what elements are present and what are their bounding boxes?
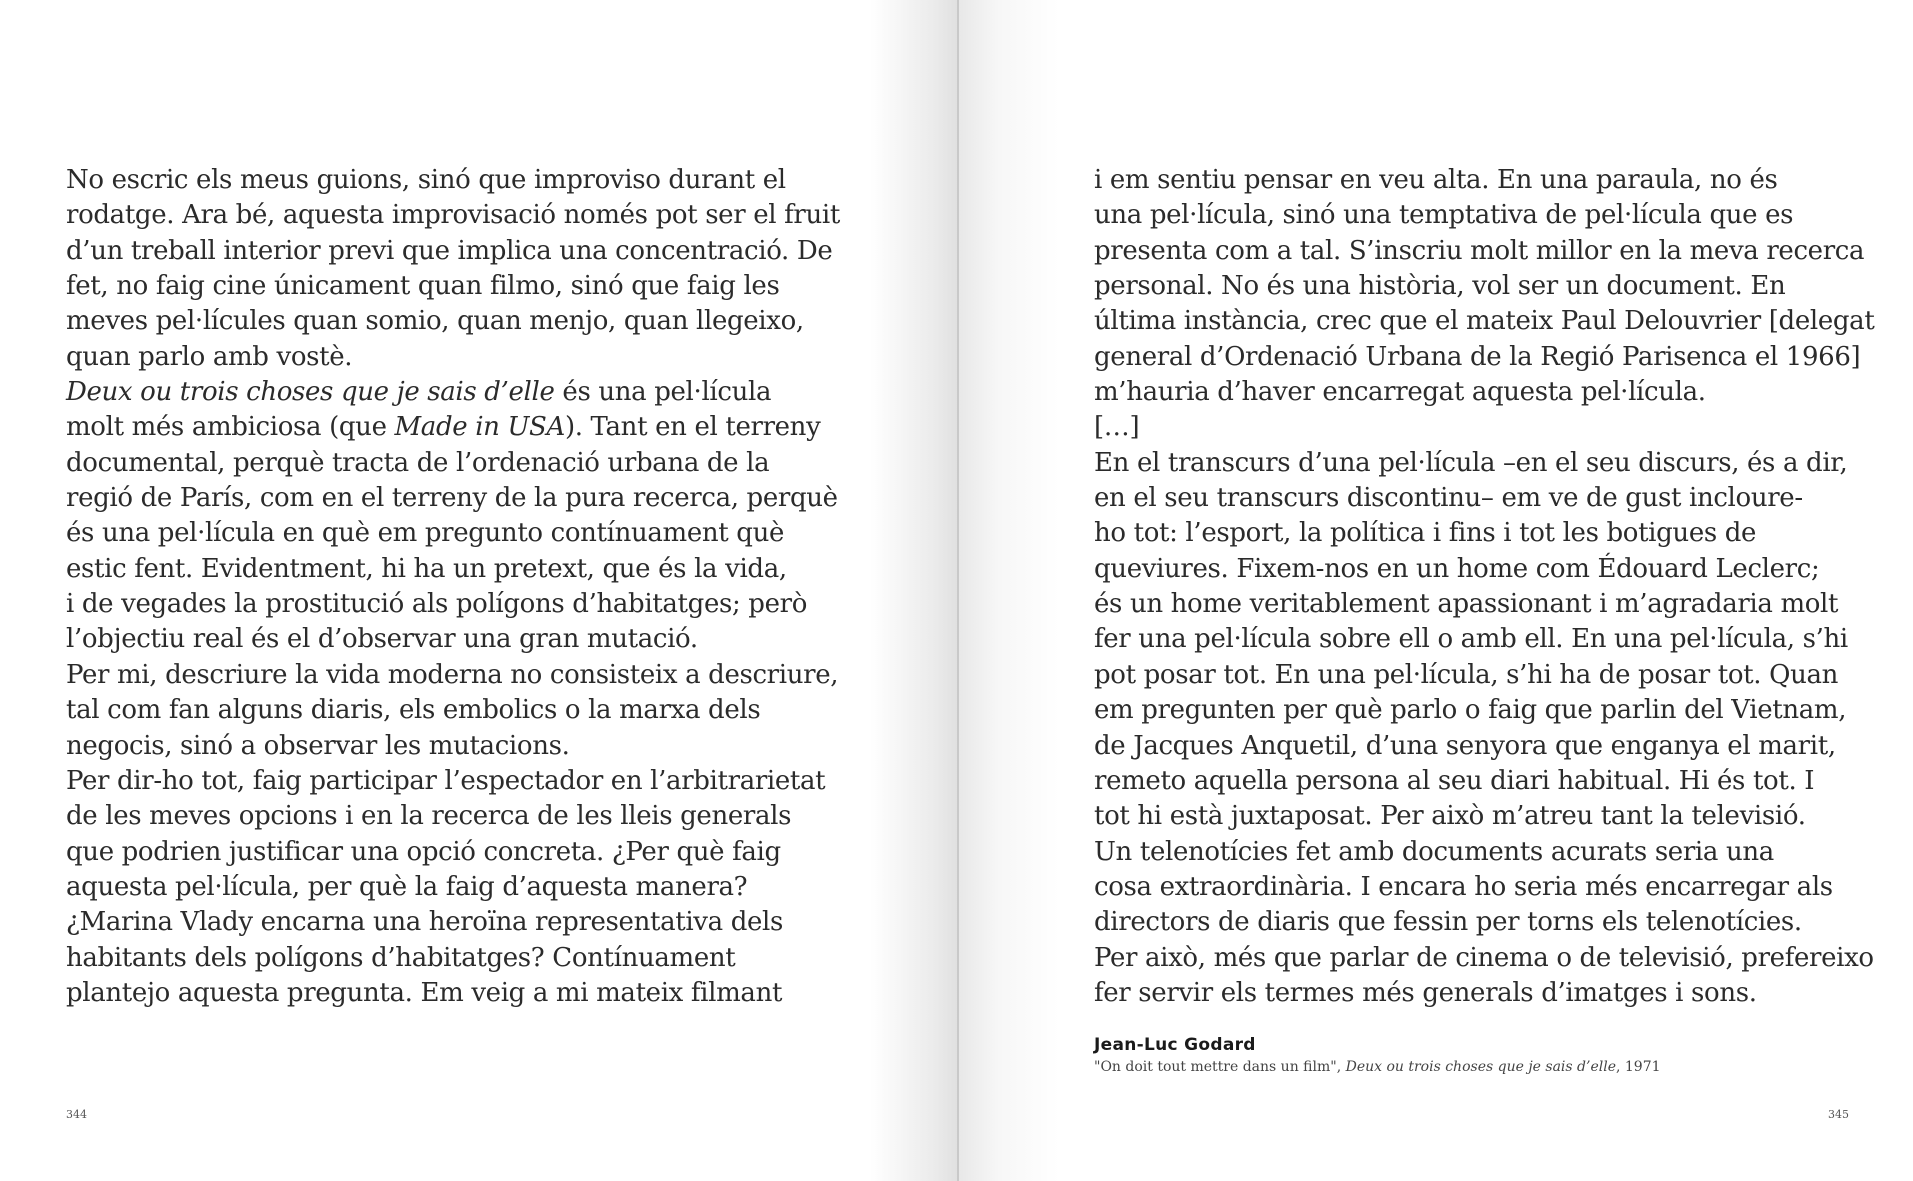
text-line: en el seu transcurs discontinu– em ve de gust incloure- (1094, 483, 1803, 514)
text-line: Deux ou trois choses que je sais d’elle és una pel·lícula (66, 377, 772, 408)
page-number-left: 344 (66, 1108, 87, 1121)
text-line: personal. No és una història, vol ser un document. En (1094, 271, 1786, 302)
text-line: Un telenotícies fet amb documents acurats seria una (1094, 836, 1774, 867)
text-line: […] (1094, 412, 1140, 443)
text-line: Per això, més que parlar de cinema o de televisió, prefereixo (1094, 942, 1874, 973)
text-line: d’un treball interior previ que implica una concentració. De (66, 235, 833, 266)
text-line: m’hauria d’haver encarregat aquesta pel·lícula. (1094, 377, 1706, 408)
text-line: Per mi, descriure la vida moderna no consisteix a descriure, (66, 659, 839, 690)
text-line: i de vegades la prostitució als polígons d’habitatges; però (66, 589, 808, 620)
text-line: tal com fan alguns diaris, els embolics o la marxa dels (66, 695, 761, 726)
text-line: és una pel·lícula en què em pregunto contínuament què (66, 518, 785, 549)
text-line: No escric els meus guions, sinó que improviso durant el (66, 165, 786, 195)
text-line: fer servir els termes més generals d’imatges i sons. (1094, 977, 1757, 1008)
quote-attribution (1094, 1035, 1661, 1075)
text-line: remeto aquella persona al seu diari habitual. Hi és tot. I (1094, 765, 1815, 796)
gutter-shadow-left (870, 0, 958, 1181)
text-line: tot hi està juxtaposat. Per això m’atreu tant la televisió. (1094, 801, 1806, 832)
text-line: ho tot: l’esport, la política i fins i tot les botigues de (1094, 518, 1757, 549)
text-line: queviures. Fixem-nos en un home com Édouard Leclerc; (1094, 553, 1820, 584)
left-page-body (66, 163, 840, 1011)
text-line: ¿Marina Vlady encarna una heroïna representativa dels (66, 907, 783, 938)
text-line: cosa extraordinària. I encara ho seria més encarregar als (1094, 871, 1833, 902)
text-line: directors de diaris que fessin per torns els telenotícies. (1094, 907, 1802, 938)
text-line: quan parlo amb vostè. (66, 341, 353, 372)
text-line: rodatge. Ara bé, aquesta improvisació només pot ser el fruit (66, 200, 840, 231)
text-line: estic fent. Evidentment, hi ha un pretext, que és la vida, (66, 553, 787, 584)
text-line: presenta com a tal. S’inscriu molt millor en la meva recerca (1094, 235, 1865, 266)
text-line: pot posar tot. En una pel·lícula, s’hi ha de posar tot. Quan (1094, 659, 1839, 690)
text-line: és un home veritablement apassionant i m’agradaria molt (1094, 589, 1839, 620)
text-line: negocis, sinó a observar les mutacions. (66, 730, 570, 761)
gutter-shadow-right (959, 0, 1059, 1181)
text-line: de les meves opcions i en la recerca de les lleis generals (66, 801, 792, 832)
author-name: Jean-Luc Godard (1094, 1035, 1256, 1055)
text-line: l’objectiu real és el d’observar una gran mutació. (66, 624, 698, 655)
text-line: meves pel·lícules quan somio, quan menjo, quan llegeixo, (66, 306, 804, 337)
text-line: de Jacques Anquetil, d’una senyora que enganya el marit, (1094, 730, 1836, 761)
page-number-right: 345 (1828, 1108, 1849, 1121)
right-page-body (1094, 163, 1874, 1011)
text-line: documental, perquè tracta de l’ordenació urbana de la (66, 447, 770, 478)
text-line: plantejo aquesta pregunta. Em veig a mi mateix filmant (66, 977, 783, 1008)
text-line: general d’Ordenació Urbana de la Regió Parisenca el 1966] (1094, 341, 1861, 372)
text-line: última instància, crec que el mateix Paul Delouvrier [delegat (1094, 306, 1875, 337)
text-line: una pel·lícula, sinó una temptativa de pel·lícula que es (1094, 200, 1794, 231)
text-line: fer una pel·lícula sobre ell o amb ell. En una pel·lícula, s’hi (1094, 624, 1848, 655)
text-line: habitants dels polígons d’habitatges? Contínuament (66, 942, 736, 973)
source-citation: "On doit tout mettre dans un film", Deux ou trois choses que je sais d’elle, 1971 (1094, 1059, 1661, 1075)
text-line: fet, no faig cine únicament quan filmo, sinó que faig les (66, 271, 780, 302)
text-line: i em sentiu pensar en veu alta. En una paraula, no és (1094, 165, 1778, 195)
text-line: molt més ambiciosa (que Made in USA). Tant en el terreny (66, 412, 821, 443)
text-line: aquesta pel·lícula, per què la faig d’aquesta manera? (66, 871, 748, 902)
text-line: que podrien justificar una opció concreta. ¿Per què faig (66, 836, 781, 867)
text-line: En el transcurs d’una pel·lícula –en el seu discurs, és a dir, (1094, 447, 1848, 478)
text-line: Per dir-ho tot, faig participar l’espectador en l’arbitrarietat (66, 765, 826, 796)
text-line: regió de París, com en el terreny de la pura recerca, perquè (66, 483, 838, 514)
text-line: em pregunten per què parlo o faig que parlin del Vietnam, (1094, 695, 1847, 726)
